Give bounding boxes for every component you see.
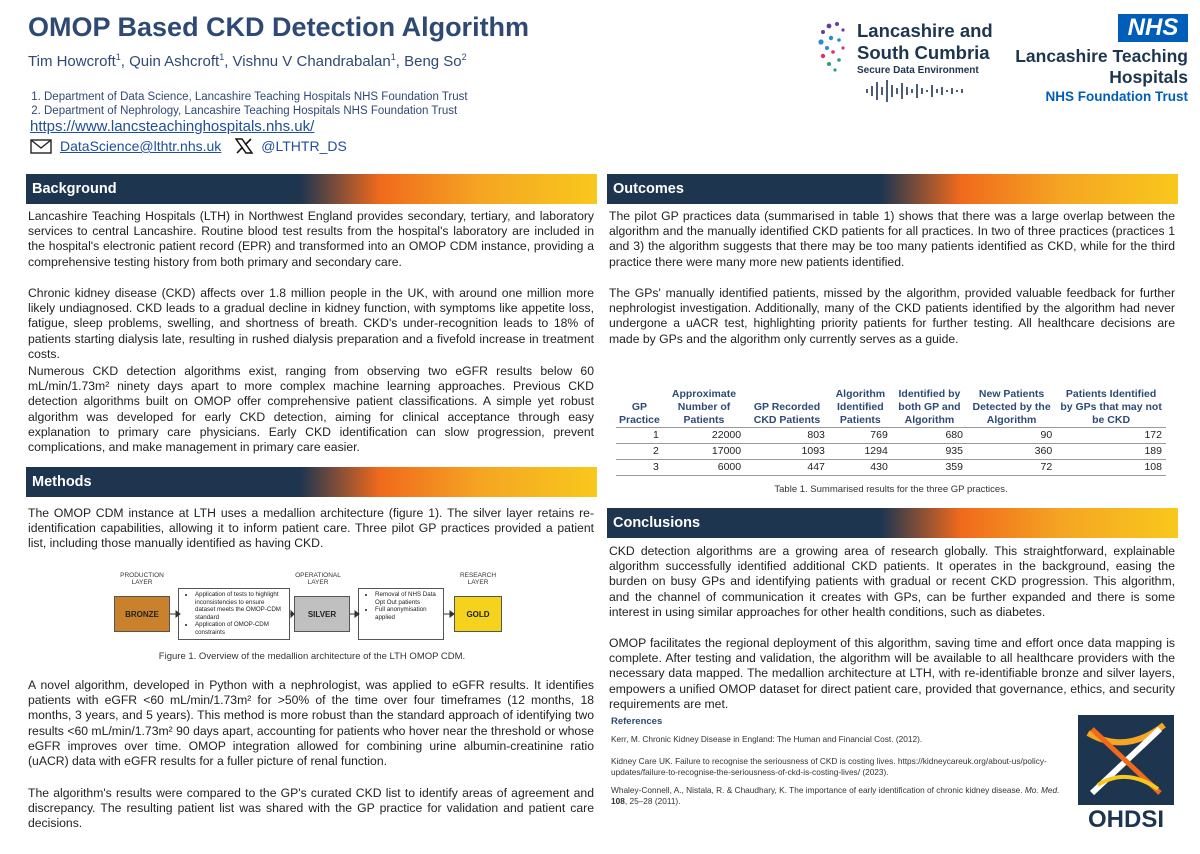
author-3: Vishnu V Chandrabalan$^1$, — [232, 52, 405, 70]
ohdsi-logo — [1078, 715, 1174, 833]
col-gp-recorded: GP Recorded CKD Patients — [753, 401, 821, 426]
medallion-diagram — [112, 570, 512, 650]
x-logo-icon — [235, 138, 253, 154]
results-table — [616, 388, 1166, 476]
table-cell: 1 — [616, 428, 663, 444]
nhs-line1: Lancashire Teaching — [1015, 46, 1188, 66]
sde-line1: Lancashire and — [857, 20, 993, 41]
col-algorithm-identified: Algorithm Identified Patients — [835, 388, 886, 426]
figure-1-caption: Figure 1. Overview of the medallion architecture of the LTH OMOP CDM. — [158, 651, 466, 662]
table-cell: 3 — [616, 460, 663, 476]
table-cell: 22000 — [663, 428, 745, 444]
operational-layer-label: OPERATIONAL LAYER — [295, 572, 341, 586]
twitter-handle[interactable]: @LTHTR_DS — [261, 138, 347, 154]
table-row — [616, 460, 1166, 476]
col-identified-both: Identified by both GP and Algorithm — [898, 388, 961, 426]
nhs-line2: Hospitals — [1109, 67, 1188, 87]
ohdsi-wordmark: OHDSI — [1087, 806, 1164, 833]
table-cell: 360 — [967, 444, 1056, 460]
sde-logo — [815, 14, 1000, 104]
step-anonymisation: • Full anonymisation applied — [375, 606, 440, 621]
sde-waveform-icon — [863, 78, 993, 104]
sde-line2: South Cumbria — [857, 42, 990, 63]
background-paragraph-2: Chronic kidney disease (CKD) affects over 1.8 million people in the UK, with around one million more likely undiagnosed. CKD leads to a gradual decline in kidney function, with symptoms like appetite loss, fatigue, sleep problems, swelling, and shortness of breath. CKD's under-recognition leads to 18% of patients starting dialysis late, resulting in rushed dialysis preparation and a fivefold increase in treatment costs. — [28, 286, 594, 361]
table-cell: 172 — [1056, 428, 1166, 444]
table-cell: 90 — [967, 428, 1056, 444]
bronze-layer: BRONZE — [114, 596, 170, 632]
table-cell: 935 — [892, 444, 967, 460]
diagram-arrows — [112, 570, 512, 650]
background-heading: Background — [26, 174, 597, 204]
col-new-patients: New Patients Detected by the Algorithm — [972, 388, 1051, 426]
email-link[interactable]: DataScience@lthtr.nhs.uk — [60, 138, 222, 154]
website-link[interactable]: https://www.lancsteachinghospitals.nhs.uk/ — [30, 118, 315, 135]
table-cell: 447 — [745, 460, 829, 476]
production-layer-label: PRODUCTION LAYER — [120, 572, 164, 586]
author-1: Tim Howcroft$^1$, — [28, 52, 130, 70]
methods-heading: Methods — [26, 467, 597, 497]
reference-2: Kidney Care UK. Failure to recognise the seriousness of CKD is costing lives. https://kidneycareuk.org/about-us/policy-updates/failure-to-recognise-the-seriousness-of-ckd-is-costing-lives/ (2023). — [611, 756, 1047, 777]
col-approx-patients: Approximate Number of Patients — [671, 388, 737, 426]
conclusions-paragraph-1: CKD detection algorithms are a growing area of research globally. This straightforward, explainable algorithm successfully identified additional CKD patients. It operates in the background, easing the burden on busy GPs and identifying patients with gradual or recent CKD progression. This algorithm, and the channel of communication it creates with GPs, can be further expanded and there is some interest in using similar approaches for other health conditions, such as diabetes. — [609, 544, 1175, 619]
methods-paragraph-3: The algorithm's results were compared to the GP's curated CKD list to identify areas of agreement and discrepancy. The resulting patient list was shared with the GP practice for validation and patient care decisions. — [28, 786, 594, 831]
affiliation-1: 1. Department of Data Science, Lancashire Teaching Hospitals NHS Foundation Trust — [44, 90, 468, 104]
table-cell: 17000 — [663, 444, 745, 460]
col-may-not-be-ckd: Patients Identified by GPs that may not be CKD — [1060, 388, 1162, 426]
outcomes-paragraph-2: The GPs' manually identified patients, missed by the algorithm, provided valuable feedback for further nephrologist investigation. Additionally, many of the CKD patients identified by the algorithm had never undergone a uACR test, highlighting priority patients for further testing. All healthcare decisions are made by GPs and the algorithm only currently serves as a guide. — [609, 286, 1175, 346]
table-row — [616, 428, 1166, 444]
table-header-row — [616, 388, 1166, 428]
table-cell: 189 — [1056, 444, 1166, 460]
table-cell: 1294 — [829, 444, 892, 460]
col-gp-practice: GP Practice — [619, 401, 660, 426]
envelope-icon — [30, 139, 52, 154]
nhs-line3: NHS Foundation Trust — [1045, 89, 1188, 104]
table-cell: 6000 — [663, 460, 745, 476]
references-heading: References — [611, 716, 663, 727]
outcomes-heading: Outcomes — [607, 174, 1178, 204]
table-cell: 72 — [967, 460, 1056, 476]
methods-paragraph-2: A novel algorithm, developed in Python with a nephrologist, was applied to eGFR results. It identifies patients with eGFR <60 mL/min/1.73m² for >50% of the time over four timeframes (12 months, 18 months, 3 years, and 5 years). This method is more robust than the standard approach of identifying two results <60 mL/min/1.73m² 90 days apart, accounting for patients who hover near the threshold or whose eGFR improves over time. OMOP integration allowed for combining urine albumin-creatinine ratio (uACR) data with eGFR results for a fuller picture of renal function. — [28, 678, 594, 769]
table-cell: 2 — [616, 444, 663, 460]
table-cell: 680 — [892, 428, 967, 444]
table-cell: 769 — [829, 428, 892, 444]
step-constraints: • Application of OMOP-CDM constraints — [195, 621, 286, 636]
background-paragraph-1: Lancashire Teaching Hospitals (LTH) in Northwest England provides secondary, tertiary, and laboratory services to central Lancashire. Routine blood test results from the hospital's laboratory are included in the hospital's electronic patient record (EPR) and transformed into an OMOP CDM instance, providing a comprehensive testing history from both primary and secondary care. — [28, 209, 594, 269]
reference-3: Whaley-Connell, A., Nistala, R. & Chaudhary, K. The importance of early identification of chronic kidney disease. Mo. Med. 108, 25–28 (2011). — [611, 785, 1060, 806]
silver-layer: SILVER — [294, 596, 350, 632]
conclusions-heading: Conclusions — [607, 508, 1178, 538]
sde-dots-icon — [815, 20, 855, 80]
step-tests: • Application of tests to highlight inconsistencies to ensure dataset meets the OMOP-CDM standard — [195, 591, 286, 621]
gold-layer: GOLD — [454, 596, 502, 632]
author-2: Quin Ashcroft$^1$, — [129, 52, 233, 70]
step-opt-out: • Removal of NHS Data Opt Out patients — [375, 591, 440, 606]
table-cell: 803 — [745, 428, 829, 444]
table-1-caption: Table 1. Summarised results for the three GP practices. — [774, 484, 1008, 495]
table-cell: 359 — [892, 460, 967, 476]
reference-1: Kerr, M. Chronic Kidney Disease in England: The Human and Financial Cost. (2012). — [611, 734, 923, 744]
affiliations — [28, 90, 468, 118]
contact-row — [30, 138, 347, 154]
conclusions-paragraph-2: OMOP facilitates the regional deployment of this algorithm, saving time and effort once data mapping is complete. After testing and validation, the algorithm will be available to all healthcare providers with the necessary data mapped. The medallion architecture at LTH, with re-identifiable bronze and silver layers, empowers a unified OMOP dataset for direct patient care, provided that governance, ethics, and security requirements are met. — [609, 636, 1175, 711]
research-layer-label: RESEARCH LAYER — [459, 572, 497, 586]
table-cell: 1093 — [745, 444, 829, 460]
author-4: Beng So$^2$ — [404, 52, 467, 70]
authors-line — [28, 52, 467, 70]
ohdsi-mark-icon — [1078, 715, 1174, 805]
poster-title: OMOP Based CKD Detection Algorithm — [28, 12, 530, 42]
table-cell: 108 — [1056, 460, 1166, 476]
outcomes-paragraph-1: The pilot GP practices data (summarised in table 1) shows that there was a large overlap between the algorithm and the manually identified CKD patients for all practices. In two of three practices (practices 1 and 3) the algorithm suggests that there may be too many patients identified as CKD, while for the third practice there were many more new patients identified. — [609, 209, 1175, 269]
affiliation-2: 2. Department of Nephrology, Lancashire Teaching Hospitals NHS Foundation Trust — [44, 104, 468, 118]
methods-paragraph-1: The OMOP CDM instance at LTH uses a medallion architecture (figure 1). The silver layer retains re-identification capabilities, allowing it to inform patient care. Three pilot GP practices provided a patient list, including those manually identified as having CKD. — [28, 506, 594, 551]
table-row — [616, 444, 1166, 460]
table-cell: 430 — [829, 460, 892, 476]
background-paragraph-3: Numerous CKD detection algorithms exist, ranging from observing two eGFR results below 60 mL/min/1.73m² ninety days apart to more complex machine learning approaches. Previous CKD detection algorithms built on OMOP offer comprehensive patient classifications. A simple yet robust algorithm was developed for early CKD detection, aiming for clinical acceptance through easy explanation to primary care physicians. Early CKD identification can slow progression, prevent complications, and make management in primary care easier. — [28, 364, 594, 455]
nhs-badge: NHS — [1118, 14, 1188, 42]
nhs-logo — [1005, 14, 1190, 106]
sde-line3: Secure Data Environment — [857, 65, 979, 76]
